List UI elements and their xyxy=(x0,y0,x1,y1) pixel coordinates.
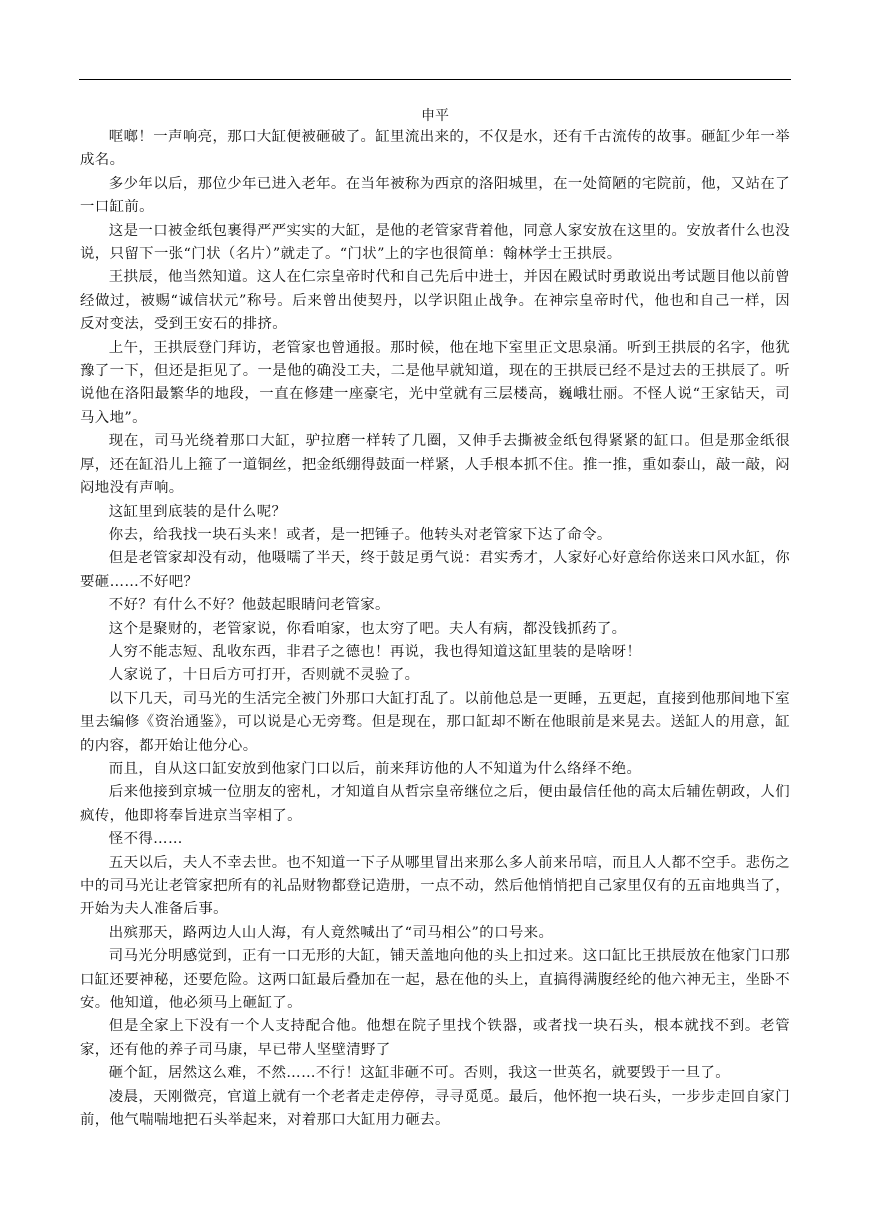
page-title: 申平 xyxy=(421,108,449,124)
paragraph: 人家说了，十日后方可打开，否则就不灵验了。 xyxy=(108,667,420,684)
paragraph: 这是一口被金纸包裹得严严实实的大缸，是他的老管家背着他，同意人家安放在这里的。安放者什么也没说，只留下一张“门状（名片）”就走了。“门状”上的字也很简单：翰林学士王拱辰。 xyxy=(80,222,790,263)
paragraph: 现在，司马光绕着那口大缸，驴拉磨一样转了几圈，又伸手去撕被金纸包得紧紧的缸口。但是那金纸很厚，还在缸沿儿上箍了一道铜丝，把金纸绷得鼓面一样紧，人手根本抓不住。推一推，重如泰山，敲一敲，闷闷地没有声响。 xyxy=(80,433,790,497)
paragraph: 人穷不能志短、乱收东西，非君子之德也！再说，我也得知道这缸里装的是啥呀！ xyxy=(108,643,642,660)
paragraph: 王拱辰，他当然知道。这人在仁宗皇帝时代和自己先后中进士，并因在殿试时勇敢说出考试题目他以前曾经做过，被赐“诚信状元”称号。后来曾出使契丹，以学识阻止战争。在神宗皇帝时代，他也和自己一样，因反对变法，受到王安石的排挤。 xyxy=(80,269,790,333)
paragraph: 而且，自从这口缸安放到他家门口以后，前来拜访他的人不知道为什么络绎不绝。 xyxy=(108,760,642,777)
paragraph: 司马光分明感觉到，正有一口无形的大缸，铺天盖地向他的头上扣过来。这口缸比王拱辰放在他家门口那口缸还要神秘，还要危险。这两口缸最后叠加在一起，悬在他的头上，直搞得满腹经纶的他六神无主，坐卧不安。他知道，他必须马上砸缸了。 xyxy=(80,948,790,1012)
paragraph: 哐啷！一声响亮，那口大缸便被砸破了。缸里流出来的，不仅是水，还有千古流传的故事。砸缸少年一举成名。 xyxy=(80,129,790,169)
paragraph: 不好？有什么不好？他鼓起眼睛问老管家。 xyxy=(108,597,390,614)
header-rule xyxy=(79,79,791,80)
paragraph: 后来他接到京城一位朋友的密札，才知道自从哲宗皇帝继位之后，便由最信任他的高太后辅佐朝政，人们疯传，他即将奉旨进京当宰相了。 xyxy=(80,784,790,824)
paragraph: 但是老管家却没有动，他嗫嚅了半天，终于鼓足勇气说：君实秀才，人家好心好意给你送来口风水缸，你要砸……不好吧？ xyxy=(80,550,790,590)
paragraph: 凌晨，天刚微亮，官道上就有一个老者走走停停，寻寻觅觅。最后，他怀抱一块石头，一步步走回自家门前，他气喘喘地把石头举起来，对着那口大缸用力砸去。 xyxy=(80,1088,790,1129)
paragraph: 多少年以后，那位少年已进入老年。在当年被称为西京的洛阳城里，在一处简陋的宅院前，他，又站在了一口缸前。 xyxy=(80,175,790,216)
paragraph: 砸个缸，居然这么难，不然……不行！这缸非砸不可。否则，我这一世英名，就要毁于一旦了。 xyxy=(108,1065,731,1082)
paragraph: 上午，王拱辰登门拜访，老管家也曾通报。那时候，他在地下室里正文思泉涌。听到王拱辰的名字，他犹豫了一下，但还是拒见了。一是他的确没工夫，二是他早就知道，现在的王拱辰已经不是过去的王拱辰了。听说他在洛阳最繁华的地段，一直在修建一座豪宅，光中堂就有三层楼高，巍峨壮丽。不怪人说“王家钻天，司马入地”。 xyxy=(80,339,790,426)
paragraph: 怪不得…… xyxy=(108,831,183,848)
paragraph: 这个是聚财的，老管家说，你看咱家，也太穷了吧。夫人有病，都没钱抓药了。 xyxy=(108,620,627,637)
article-body xyxy=(80,126,790,1132)
paragraph: 但是全家上下没有一个人支持配合他。他想在院子里找个铁器，或者找一块石头，根本就找不到。老管家，还有他的养子司马康，早已带人坚壁清野了 xyxy=(80,1018,790,1058)
paragraph: 以下几天，司马光的生活完全被门外那口大缸打乱了。以前他总是一更睡，五更起，直接到他那间地下室里去编修《资治通鉴》，可以说是心无旁骛。但是现在，那口缸却不断在他眼前是来晃去。送缸人的用意，缸的内容，都开始让他分心。 xyxy=(80,690,790,754)
paragraph: 这缸里到底装的是什么呢？ xyxy=(108,503,287,520)
paragraph: 出殡那天，路两边人山人海，有人竟然喊出了“司马相公”的口号来。 xyxy=(108,924,554,941)
paragraph: 你去，给我找一块石头来！或者，是一把锤子。他转头对老管家下达了命令。 xyxy=(108,526,612,543)
paragraph: 五天以后，夫人不幸去世。也不知道一下子从哪里冒出来那么多人前来吊唁，而且人人都不空手。悲伤之中的司马光让老管家把所有的礼品财物都登记造册，一点不动，然后他悄悄把自己家里仅有的五亩地典当了，开始为夫人准备后事。 xyxy=(80,854,790,918)
